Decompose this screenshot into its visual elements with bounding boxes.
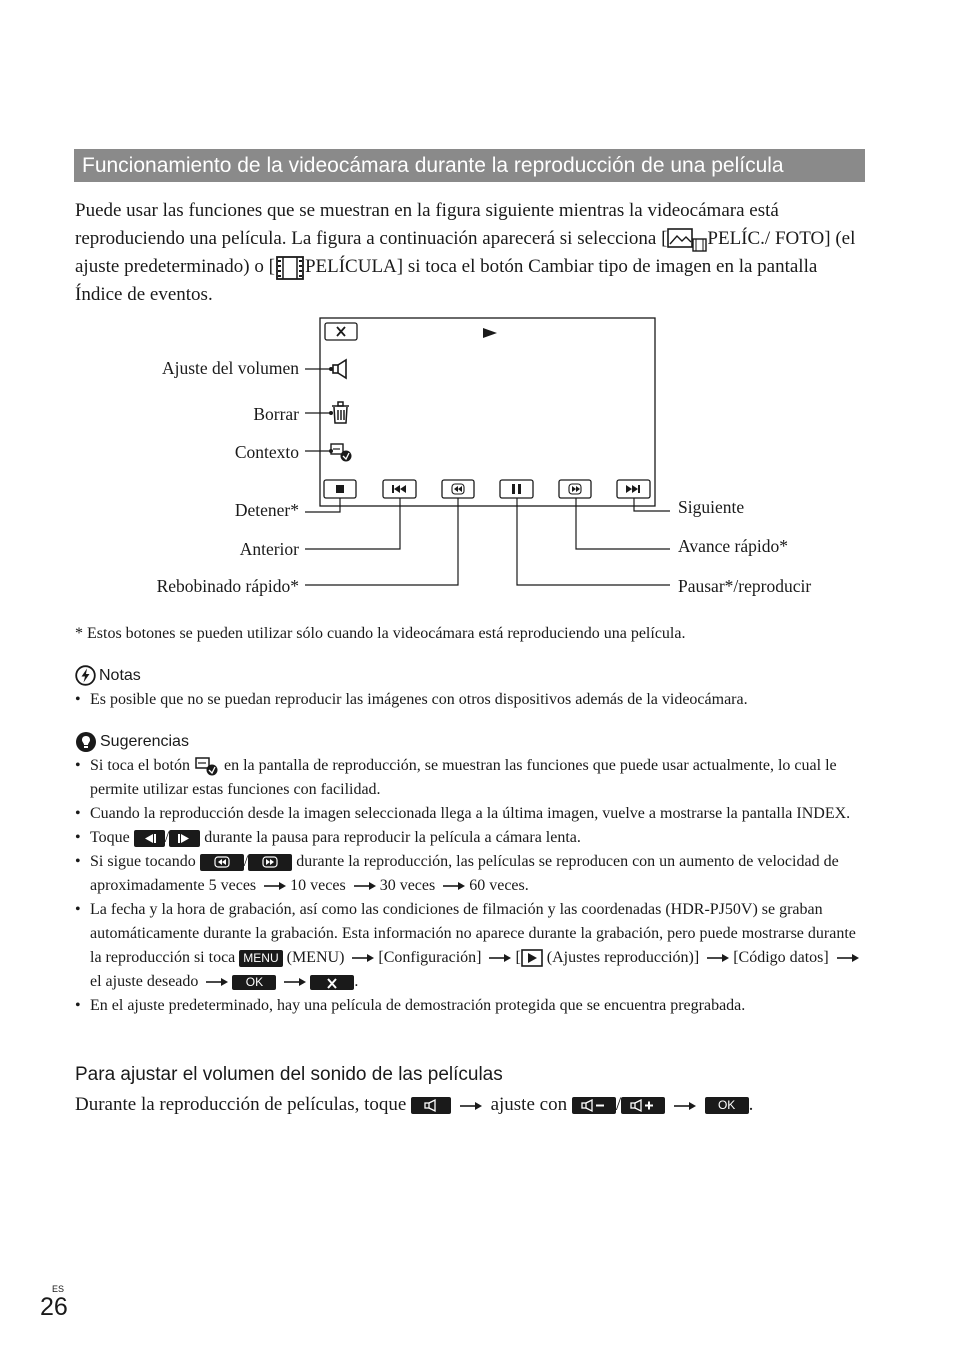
list-item: • En el ajuste predeterminado, hay una película de demostración protegida que se encuentra pregrabada. [75, 994, 870, 1018]
list-item: • Si toca el botón en la pantalla de reproducción, se muestran las funciones que puede usar actualmente, lo cual le permite utilizar estas funciones con facilidad. [75, 754, 870, 802]
label-delete: Borrar [253, 404, 299, 424]
volume-button-icon [411, 1097, 451, 1114]
notes-list [75, 688, 870, 712]
arrow-right-icon [206, 977, 228, 987]
arrow-right-icon [284, 977, 306, 987]
label-volume: Ajuste del volumen [161, 358, 299, 378]
rewind-icon [200, 854, 244, 871]
playback-screen-diagram [0, 0, 954, 620]
slow-reverse-icon [134, 830, 165, 847]
tips-icon [75, 731, 97, 753]
arrow-right-icon [707, 953, 729, 963]
notes-icon [75, 665, 96, 686]
arrow-right-icon [674, 1101, 696, 1111]
list-item: • Cuando la reproducción desde la imagen seleccionada llega a la última imagen, vuelve a mostrarse la pantalla INDEX. [75, 802, 870, 826]
label-pause: Pausar*/reproducir [678, 576, 812, 596]
volume-section-instruction: Durante la reproducción de películas, toque ajuste con / OK . [75, 1094, 754, 1115]
arrow-right-icon [837, 953, 859, 963]
footnote: * Estos botones se pueden utilizar sólo cuando la videocámara está reproduciendo una película. [75, 625, 686, 642]
arrow-right-icon [443, 881, 465, 891]
arrow-right-icon [489, 953, 511, 963]
list-item: • Si sigue tocando / durante la reproducción, las películas se reproducen con un aumento de velocidad de aproximadamente 5 veces 10 veces 30 veces 60 veces. [75, 850, 870, 898]
label-forward: Avance rápido* [678, 536, 788, 556]
section-title: Funcionamiento de la videocámara durante la reproducción de una película [74, 149, 865, 182]
notes-heading: Notas [75, 665, 141, 686]
screen-frame [320, 318, 655, 506]
page-number: 26 [40, 1293, 68, 1321]
page-language: ES [52, 1284, 65, 1294]
rewind-button [442, 480, 474, 498]
volume-down-icon [572, 1097, 616, 1114]
arrow-right-icon [264, 881, 286, 891]
close-button [325, 323, 357, 340]
context-icon [194, 756, 220, 776]
playback-settings-icon [521, 949, 543, 967]
fast-forward-button [559, 480, 591, 498]
arrow-right-icon [352, 953, 374, 963]
slow-forward-icon [169, 830, 200, 847]
list-item: • Es posible que no se puedan reproducir las imágenes con otros dispositivos además de la videocámara. [75, 688, 870, 712]
tips-list [75, 754, 870, 1018]
ok-button-icon: OK [705, 1097, 749, 1114]
ok-button-icon: OK [232, 975, 276, 990]
tips-heading: Sugerencias [75, 731, 189, 753]
volume-section-heading: Para ajustar el volumen del sonido de las películas [75, 1064, 503, 1085]
label-next: Siguiente [678, 497, 745, 517]
arrow-right-icon [354, 881, 376, 891]
next-button [617, 480, 650, 498]
label-stop: Detener* [234, 500, 299, 520]
menu-button-icon: MENU [239, 950, 282, 967]
intro-paragraph: Puede usar las funciones que se muestran en la figura siguiente mientras la videocámara está reproduciendo una película. La figura a continuación aparecerá si selecciona [ PELÍC./ FOTO] (el ajuste predeterminado) o [ PELÍCULA] si toca el botón Cambiar tipo de imagen en la pantalla Índice de eventos. [75, 200, 856, 305]
list-item: • La fecha y la hora de grabación, así como las condiciones de filmación y las coordenadas (HDR-PJ50V) se graban automáticamente durante la grabación. Esta información no aparece durante la grabación, pero puede mostrarse durante la reproducción si toca MENU (MENU) [Configuración] [ (Ajustes reproducción)] [Código datos] el ajuste deseado OK . [75, 898, 870, 994]
list-item: • Toque / durante la pausa para reproducir la película a cámara lenta. [75, 826, 870, 850]
previous-button [383, 480, 416, 498]
fast-forward-icon [248, 854, 292, 871]
stop-button [324, 480, 356, 498]
label-rewind: Rebobinado rápido* [156, 576, 299, 596]
label-context: Contexto [234, 442, 299, 462]
pause-button [500, 480, 533, 498]
arrow-right-icon [460, 1101, 482, 1111]
volume-up-icon [621, 1097, 665, 1114]
label-previous: Anterior [239, 539, 299, 559]
close-button-icon [310, 975, 354, 990]
